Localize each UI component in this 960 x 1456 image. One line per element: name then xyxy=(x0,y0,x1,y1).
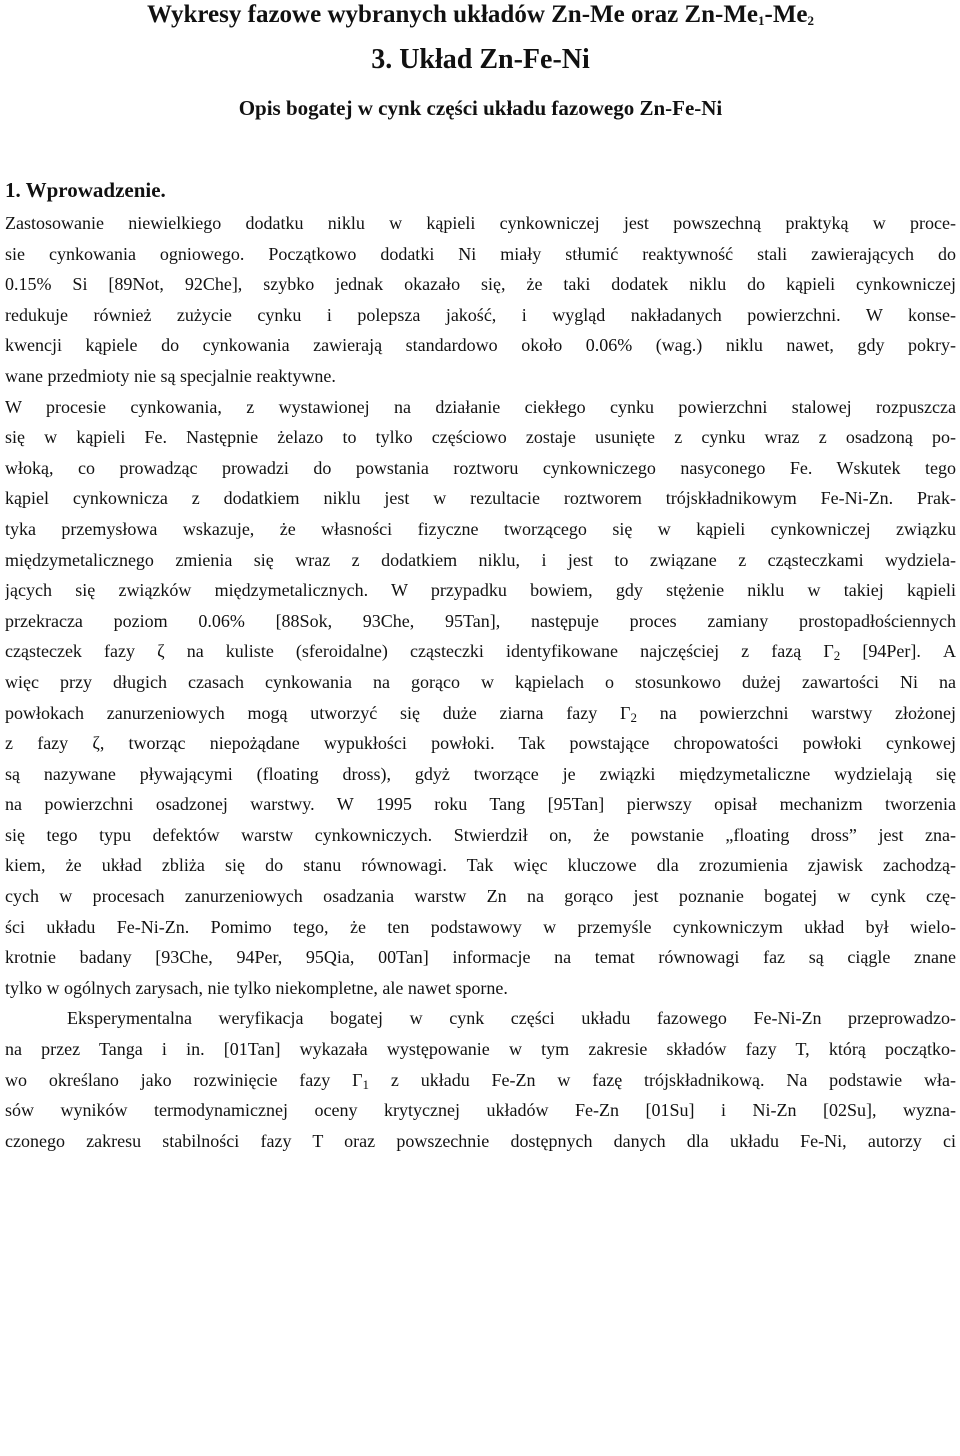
text-line: tylko w ogólnych zarysach, nie tylko niekompletne, ale nawet sporne. xyxy=(5,977,508,998)
text-line: więc przy długich czasach cynkowania na gorąco w kąpielach o stosunkowo dużej zawartości Ni na xyxy=(5,671,956,692)
section-heading: 1. Wprowadzenie. xyxy=(5,178,166,202)
text-line: włoką, co prowadząc prowadzi do powstania roztworu cynkowniczego nasyconego Fe. Wskutek tego xyxy=(5,457,956,478)
text-line xyxy=(5,698,956,729)
text-line: krotnie badany [93Che, 94Per, 95Qia, 00Tan] informacje na temat równowagi faz są ciągle znane xyxy=(5,947,956,968)
text-line: na przez Tanga i in. [01Tan] wykazała występowanie w tym zakresie składów fazy T, którą początko- xyxy=(5,1039,956,1060)
text-segment: [94Per]. A xyxy=(840,641,956,662)
body-text xyxy=(5,208,956,1156)
text-line: kwencji kąpiele do cynkowania zawierają standardowo około 0.06% (wag.) niklu nawet, gdy pokry- xyxy=(5,335,956,356)
subtitle-heading: Opis bogatej w cynk części układu fazowego Zn-Fe-Ni xyxy=(238,96,723,120)
text-line: są nazywane pływającymi (floating dross), gdyż tworzące je związki międzymetaliczne wydzielają się xyxy=(5,763,956,784)
title-text-part-1: Wykresy fazowe wybranych układów Zn-Me oraz Zn-Me xyxy=(146,1,759,28)
text-line: się tego typu defektów warstw cynkowniczych. Stwierdził on, że powstanie „floating dross” jest zna- xyxy=(5,824,956,845)
text-line: przekracza poziom 0.06% [88Sok, 93Che, 95Tan], następuje proces zamiany prostopadłościennych xyxy=(5,610,956,631)
chapter-heading: 3. Układ Zn-Fe-Ni xyxy=(371,44,590,75)
text-line: sów wyników termodynamicznej oceny krytycznej układów Fe-Zn [01Su] i Ni-Zn [02Su], wyzna- xyxy=(5,1100,956,1121)
text-line: 0.15% Si [89Not, 92Che], szybko jednak okazało się, że taki dodatek niklu do kąpieli cynkowniczej xyxy=(5,274,956,295)
text-segment: wo określano jako rozwinięcie fazy Γ xyxy=(5,1069,363,1090)
text-line: wane przedmioty nie są specjalnie reaktywne. xyxy=(5,365,336,386)
subscript: 2 xyxy=(630,709,637,725)
text-line: Zastosowanie niewielkiego dodatku niklu w kąpieli cynkowniczej jest powszechną praktyką w proce- xyxy=(5,213,956,233)
text-line xyxy=(5,636,956,667)
text-line: tyka przemysłowa wskazuje, że własności fizyczne tworzącego się w kąpieli cynkowniczej związku xyxy=(5,518,956,539)
text-line: cych w procesach zanurzeniowych osadzania warstw Zn na gorąco jest poznanie bogatej w cynk czę- xyxy=(5,886,956,907)
text-line: kiem, że układ zbliża się do stanu równowagi. Tak więc kluczowe dla zrozumienia zjawisk zachodzą- xyxy=(5,855,956,876)
text-line: międzymetalicznego zmienia się wraz z dodatkiem niklu, i jest to związane z cząsteczkami wydziela- xyxy=(5,549,956,570)
text-line xyxy=(5,1065,956,1096)
subscript: 1 xyxy=(362,1076,370,1092)
text-segment: z układu Fe-Zn w fazę trójskładnikową. Na podstawie wła- xyxy=(369,1069,956,1090)
text-line: z fazy ζ, tworząc niepożądane wypukłości powłoki. Tak powstające chropowatości powłoki cynkowej xyxy=(5,733,956,754)
title-subscript-1: 1 xyxy=(758,13,765,28)
text-line: Eksperymentalna weryfikacja bogatej w cynk części układu fazowego Fe-Ni-Zn przeprowadzo- xyxy=(67,1008,956,1029)
text-line: kąpiel cynkownicza z dodatkiem niklu jest w rezultacie roztworem trójskładnikowym Fe-Ni-Zn. Prak- xyxy=(5,488,956,509)
text-line: W procesie cynkowania, z wystawionej na działanie ciekłego cynku powierzchni stalowej rozpuszcza xyxy=(5,396,956,417)
text-line: redukuje również zużycie cynku i polepsza jakość, i wygląd nakładanych powierzchni. W konse- xyxy=(5,304,956,325)
text-line: ści układu Fe-Ni-Zn. Pomimo tego, że ten podstawowy w przemyśle cynkowniczym układ był wielo- xyxy=(5,916,956,937)
text-line: na powierzchni osadzonej warstwy. W 1995 roku Tang [95Tan] pierwszy opisał mechanizm tworzenia xyxy=(5,794,956,815)
document-title xyxy=(5,0,956,30)
text-segment: cząsteczek fazy ζ na kuliste (sferoidalne) cząsteczki identyfikowane najczęściej z fazą Γ xyxy=(5,641,834,662)
title-subscript-2: 2 xyxy=(807,13,815,28)
text-segment: powłokach zanurzeniowych mogą utworzyć się duże ziarna fazy Γ xyxy=(5,702,631,723)
subscript: 2 xyxy=(833,648,841,664)
text-line: się w kąpieli Fe. Następnie żelazo to tylko częściowo zostaje usunięte z cynku wraz z osadzoną po- xyxy=(5,427,956,448)
title-text-part-2: -Me xyxy=(764,1,808,28)
text-line: sie cynkowania ogniowego. Początkowo dodatki Ni miały stłumić reaktywność stali zawierających do xyxy=(5,243,956,264)
text-segment: na powierzchni warstwy złożonej xyxy=(636,702,956,723)
text-line: czonego zakresu stabilności fazy T oraz powszechnie dostępnych danych dla układu Fe-Ni, autorzy ci xyxy=(5,1130,956,1151)
text-line: jących się związków międzymetalicznych. W przypadku bowiem, gdy stężenie niklu w takiej kąpieli xyxy=(5,580,956,601)
